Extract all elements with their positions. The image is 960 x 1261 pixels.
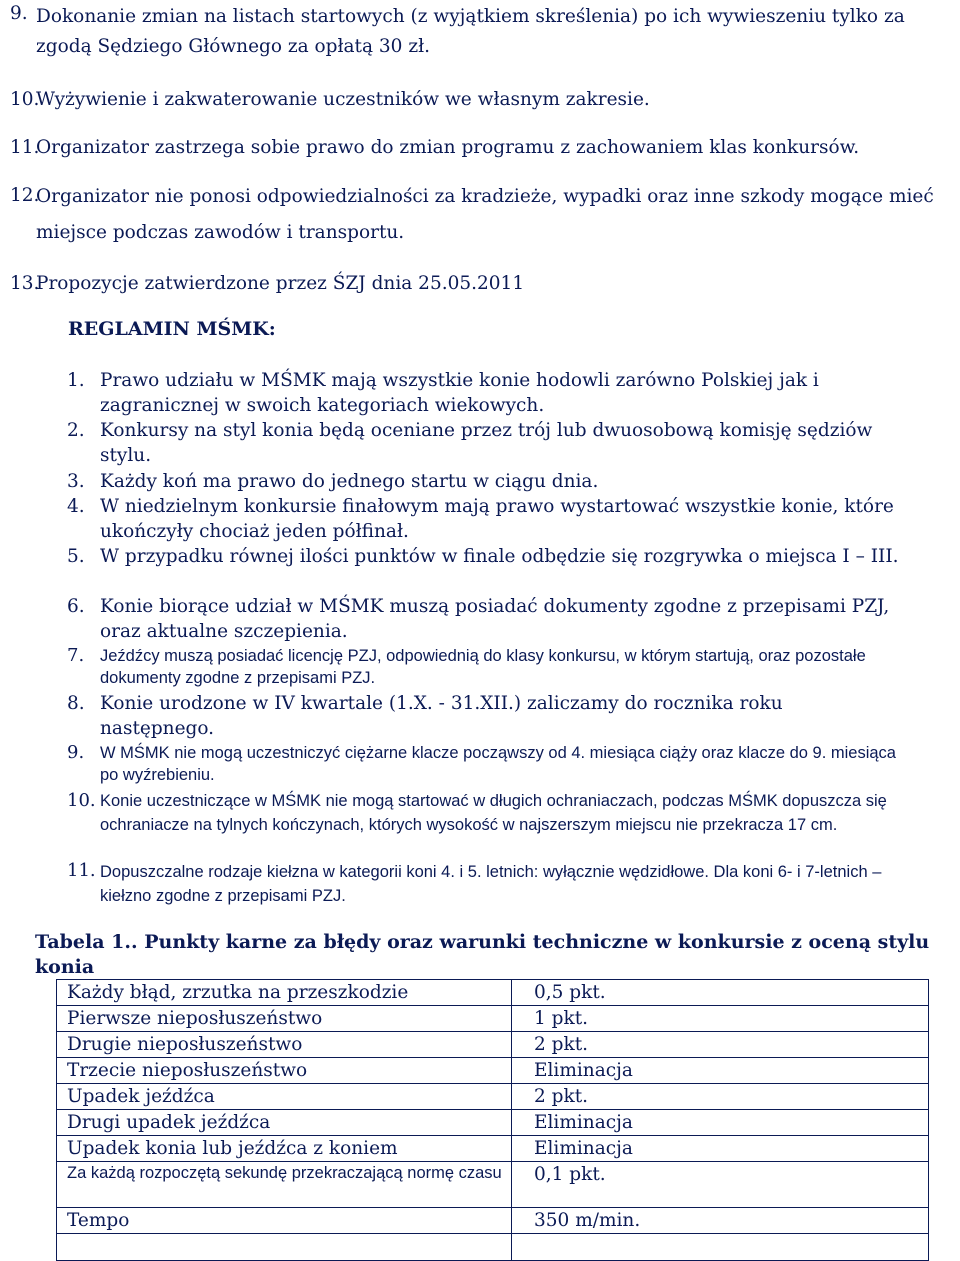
item-text: Wyżywienie i zakwaterowanie uczestników we własnym zakresie. <box>36 89 650 110</box>
table-cell-label: Upadek konia lub jeźdźca z koniem <box>57 1136 512 1162</box>
table-cell-value: 0,1 pkt. <box>512 1162 929 1208</box>
item-text: W przypadku równej ilości punktów w finale odbędzie się rozgrywka o miejsca I – III. <box>100 546 899 567</box>
item-text: Organizator nie ponosi odpowiedzialności za kradzieże, wypadki oraz inne szkody mogące mieć miejsce podczas zawodów i transportu. <box>36 186 934 243</box>
item-number: 2. <box>67 420 85 441</box>
table-cell-label <box>57 1234 512 1261</box>
table-row <box>57 1032 929 1058</box>
table-cell-value: 2 pkt. <box>512 1032 929 1058</box>
item-number: 1. <box>67 370 85 391</box>
item-text: Organizator zastrzega sobie prawo do zmian programu z zachowaniem klas konkursów. <box>36 137 860 158</box>
item-number: 8. <box>67 693 85 714</box>
item-text: Konie uczestniczące w MŚMK nie mogą startować w długich ochraniaczach, podczas MŚMK dopuszcza się ochraniacze na tylnych kończynach, których wysokość w najszerszym miejscu nie przekracza 17 cm. <box>100 792 887 834</box>
item-number: 7. <box>67 645 85 666</box>
table-cell-value: Eliminacja <box>512 1110 929 1136</box>
table-cell-value <box>512 1234 929 1261</box>
item-number: 11. <box>67 860 96 881</box>
item-number: 12. <box>10 185 40 206</box>
item-text: Dokonanie zmian na listach startowych (z wyjątkiem skreślenia) po ich wywieszeniu tylko za zgodą Sędziego Głównego za opłatą 30 zł. <box>36 6 905 57</box>
penalty-table <box>56 979 929 1261</box>
table-cell-label: Upadek jeźdźca <box>57 1084 512 1110</box>
table-row <box>57 1006 929 1032</box>
table-cell-label: Drugie nieposłuszeństwo <box>57 1032 512 1058</box>
table-cell-value: Eliminacja <box>512 1136 929 1162</box>
table-row <box>57 1136 929 1162</box>
item-number: 4. <box>67 496 85 517</box>
table-cell-value: 1 pkt. <box>512 1006 929 1032</box>
item-number: 10. <box>10 89 40 110</box>
item-text: Konie urodzone w IV kwartale (1.X. - 31.XII.) zaliczamy do rocznika roku następnego. <box>100 693 783 739</box>
item-number: 10. <box>67 790 96 811</box>
item-text: Każdy koń ma prawo do jednego startu w ciągu dnia. <box>100 471 599 492</box>
item-number: 9. <box>10 3 28 24</box>
item-text: W niedzielnym konkursie finałowym mają prawo wystartować wszystkie konie, które ukończyły chociaż jeden półfinał. <box>100 496 894 542</box>
table-row <box>57 1234 929 1261</box>
table-row <box>57 1208 929 1234</box>
item-number: 13. <box>10 273 40 294</box>
item-text: Propozycje zatwierdzone przez ŚZJ dnia 25.05.2011 <box>36 273 525 294</box>
item-text: W MŚMK nie mogą uczestniczyć ciężarne klacze począwszy od 4. miesiąca ciąży oraz klacze do 9. miesiąca po wyźrebieniu. <box>100 744 896 784</box>
item-text: Konkursy na styl konia będą oceniane przez trój lub dwuosobową komisję sędziów stylu. <box>100 420 873 466</box>
table-caption: Tabela 1.. Punkty karne za błędy oraz warunki techniczne w konkursie z oceną stylu konia <box>35 931 930 978</box>
item-text: Dopuszczalne rodzaje kiełzna w kategorii koni 4. i 5. letnich: wyłącznie wędzidłowe. Dla koni 6- i 7-letnich – kiełzno zgodne z przepisami PZJ. <box>100 863 882 905</box>
item-text: Prawo udziału w MŚMK mają wszystkie konie hodowli zarówno Polskiej jak i zagranicznej w swoich kategoriach wiekowych. <box>100 370 819 416</box>
item-number: 11. <box>10 137 40 158</box>
table-cell-label: Tempo <box>57 1208 512 1234</box>
item-number: 3. <box>67 471 85 492</box>
item-number: 5. <box>67 546 85 567</box>
table-cell-label: Za każdą rozpoczętą sekundę przekraczającą normę czasu <box>57 1162 512 1208</box>
table-cell-value: Eliminacja <box>512 1058 929 1084</box>
table-row <box>57 980 929 1006</box>
item-number: 6. <box>67 596 85 617</box>
table-row <box>57 1110 929 1136</box>
item-number: 9. <box>67 742 85 763</box>
table-cell-label: Pierwsze nieposłuszeństwo <box>57 1006 512 1032</box>
table-row <box>57 1162 929 1208</box>
item-text: Jeźdźcy muszą posiadać licencję PZJ, odpowiednią do klasy konkursu, w którym startują, oraz pozostałe dokumenty zgodne z przepisami PZJ. <box>100 647 866 687</box>
table-cell-value: 350 m/min. <box>512 1208 929 1234</box>
item-text: Konie biorące udział w MŚMK muszą posiadać dokumenty zgodne z przepisami PZJ, oraz aktualne szczepienia. <box>100 596 890 642</box>
section-heading: REGLAMIN MŚMK: <box>68 318 276 340</box>
table-row <box>57 1058 929 1084</box>
table-cell-label: Trzecie nieposłuszeństwo <box>57 1058 512 1084</box>
table-cell-value: 2 pkt. <box>512 1084 929 1110</box>
table-cell-label: Każdy błąd, zrzutka na przeszkodzie <box>57 980 512 1006</box>
table-row <box>57 1084 929 1110</box>
table-cell-value: 0,5 pkt. <box>512 980 929 1006</box>
table-cell-label: Drugi upadek jeźdźca <box>57 1110 512 1136</box>
